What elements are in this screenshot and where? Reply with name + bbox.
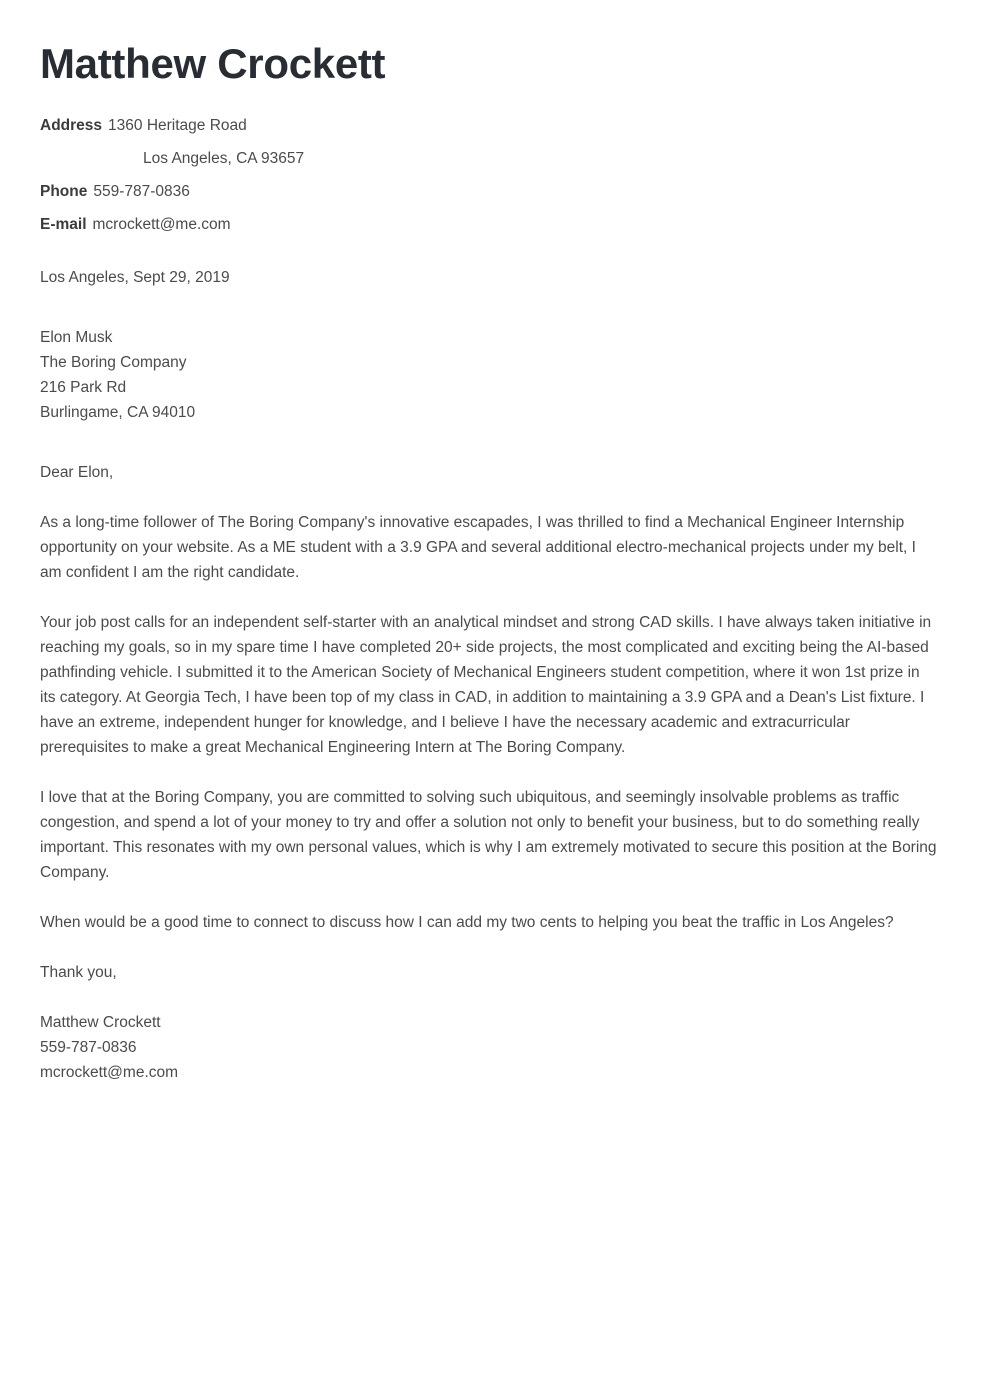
phone-label: Phone bbox=[40, 182, 88, 200]
phone-value: 559-787-0836 bbox=[93, 182, 190, 200]
recipient-name: Elon Musk bbox=[40, 328, 113, 346]
contact-row-address bbox=[40, 113, 950, 138]
body-paragraph-1: As a long-time follower of The Boring Company's innovative escapades, I was thrilled to find a Mechanical Engineer Internship opportunity on your website. As a ME student with a 3.9 GPA and several additional electro-mechanical projects under my belt, I am confident I am the right candidate. bbox=[40, 513, 916, 581]
body-paragraph-3: I love that at the Boring Company, you are committed to solving such ubiquitous, and seemingly insolvable problems as traffic congestion, and spend a lot of your money to try and offer a solution not only to benefit your business, but to do something really important. This resonates with my own personal values, which is why I am extremely motivated to secure this position at the Boring Company. bbox=[40, 788, 937, 881]
recipient-company: The Boring Company bbox=[40, 353, 187, 371]
salutation: Dear Elon, bbox=[40, 463, 114, 481]
contact-row-phone bbox=[40, 179, 950, 204]
signature-block bbox=[40, 1010, 950, 1085]
email-label: E-mail bbox=[40, 215, 87, 233]
body-paragraph-2: Your job post calls for an independent self-starter with an analytical mindset and strong CAD skills. I have always taken initiative in reaching my goals, so in my spare time I have completed 20+ side projects, the most complicated and exciting being the AI-based pathfinding vehicle. I submitted it to the American Society of Mechanical Engineers student competition, where it won 1st prize in its category. At Georgia Tech, I have been top of my class in CAD, in addition to maintaining a 3.9 GPA and a Dean's List fixture. I have an extreme, independent hunger for knowledge, and I believe I have the necessary academic and extracurricular prerequisites to make a great Mechanical Engineering Intern at The Boring Company. bbox=[40, 613, 932, 756]
recipient-street: 216 Park Rd bbox=[40, 378, 127, 396]
page-title: Matthew Crockett bbox=[40, 40, 386, 87]
body-paragraph-4: When would be a good time to connect to discuss how I can add my two cents to helping you beat the traffic in Los Angeles? bbox=[40, 913, 894, 931]
contact-row-email bbox=[40, 212, 950, 237]
signature-email: mcrockett@me.com bbox=[40, 1063, 179, 1081]
signature-phone: 559-787-0836 bbox=[40, 1038, 137, 1056]
address-line1-value: 1360 Heritage Road bbox=[108, 116, 247, 134]
email-value: mcrockett@me.com bbox=[92, 215, 231, 233]
contact-details bbox=[40, 113, 950, 237]
date-line: Los Angeles, Sept 29, 2019 bbox=[40, 268, 230, 286]
signature-name: Matthew Crockett bbox=[40, 1013, 161, 1031]
recipient-city-state-zip: Burlingame, CA 94010 bbox=[40, 403, 196, 421]
address-label: Address bbox=[40, 116, 103, 134]
recipient-address-block bbox=[40, 325, 950, 425]
address-line2-value: Los Angeles, CA 93657 bbox=[143, 149, 305, 167]
closing-salutation: Thank you, bbox=[40, 963, 117, 981]
